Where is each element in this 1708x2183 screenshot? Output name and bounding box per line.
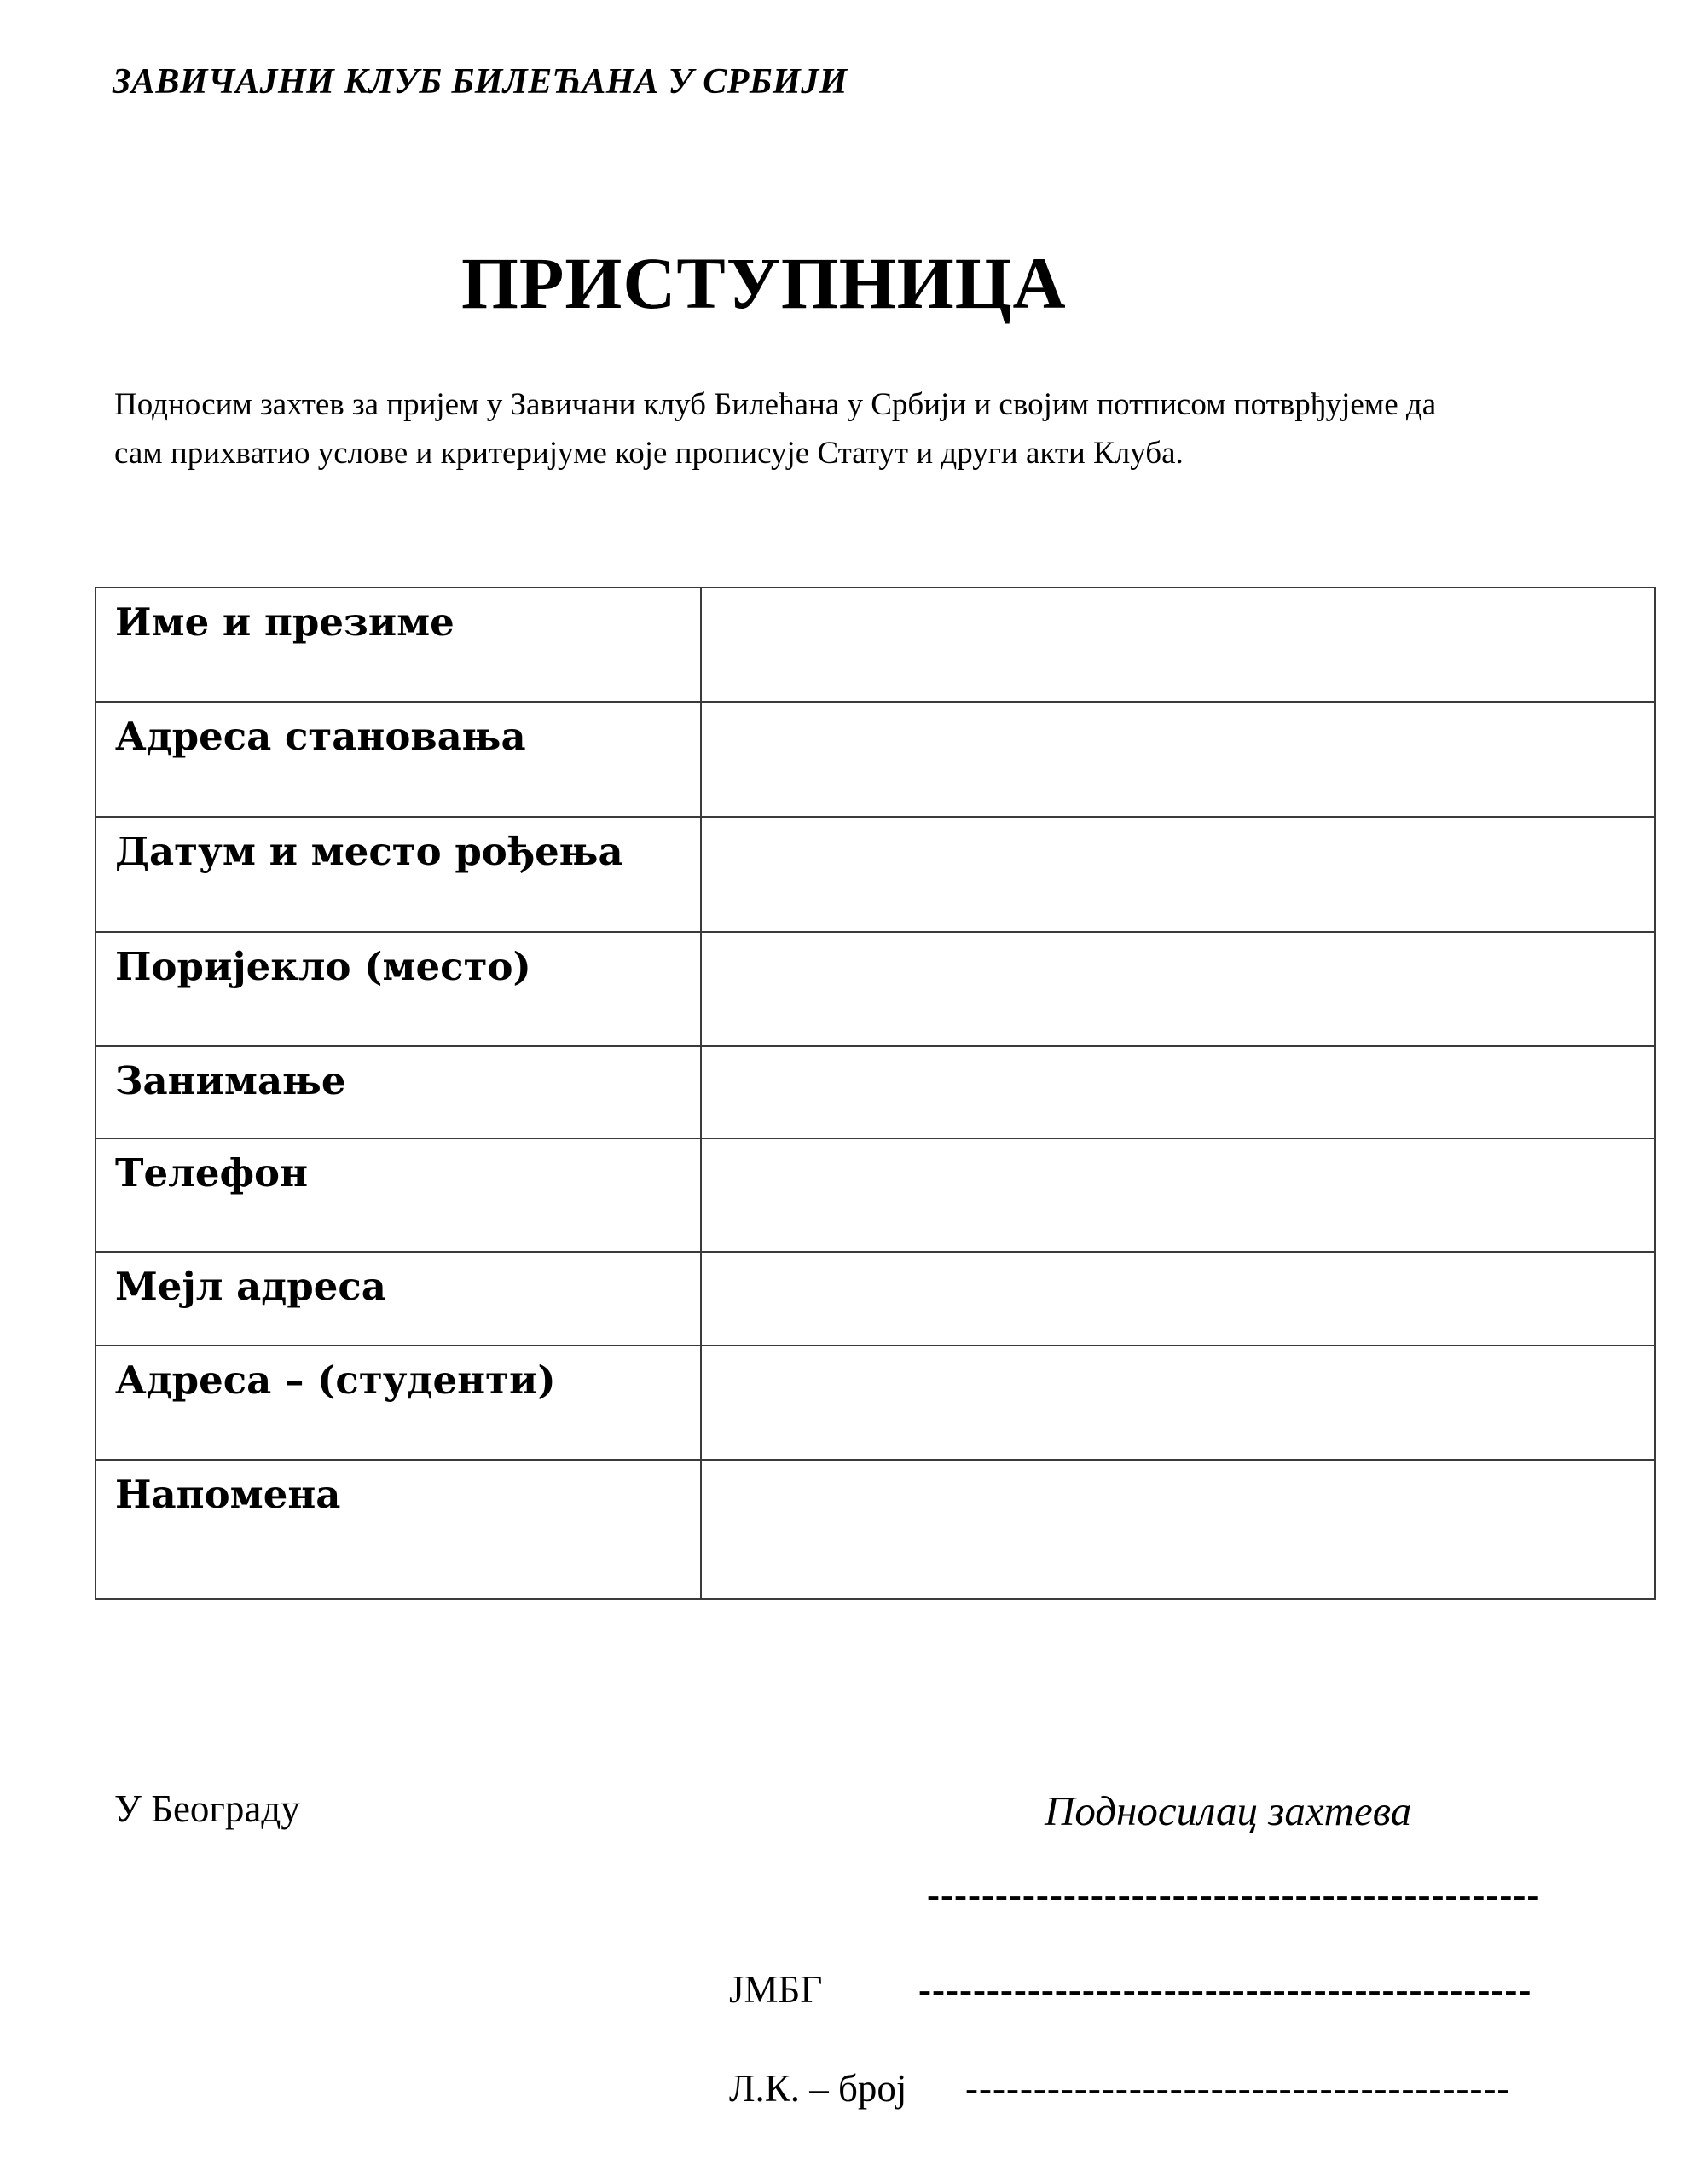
id-card-row (729, 2066, 1511, 2111)
label-note: Напомена (96, 1460, 701, 1599)
label-birth-date-place: Датум и место рођења (96, 817, 701, 932)
signature-line[interactable]: --------------------------------------------- (927, 1873, 1541, 1916)
jmbg-row (729, 1967, 1532, 2012)
intro-paragraph (114, 380, 1632, 478)
label-origin: Поријекло (место) (96, 932, 701, 1046)
field-email[interactable] (701, 1252, 1655, 1346)
document-title: ПРИСТУПНИЦА (461, 242, 1067, 324)
field-student-address[interactable] (701, 1346, 1655, 1460)
applicant-label: Подносилац захтева (1045, 1787, 1412, 1834)
id-card-line[interactable]: ---------------------------------------- (965, 2067, 1511, 2110)
field-address[interactable] (701, 702, 1655, 817)
form-row-email (96, 1252, 1655, 1346)
label-occupation: Занимање (96, 1046, 701, 1138)
form-row-origin (96, 932, 1655, 1046)
field-origin[interactable] (701, 932, 1655, 1046)
place-text: У Београду (114, 1787, 300, 1830)
form-row-occupation (96, 1046, 1655, 1138)
jmbg-label: ЈМБГ (729, 1968, 823, 2011)
organization-name: ЗАВИЧАЈНИ КЛУБ БИЛЕЋАНА У СРБИЈИ (113, 62, 848, 101)
field-phone[interactable] (701, 1138, 1655, 1252)
intro-line: Подносим захтев за пријем у Завичани клуб Билећана у Србији и својим потписом потврђујеме да (114, 387, 1437, 422)
field-occupation[interactable] (701, 1046, 1655, 1138)
label-address: Адреса становања (96, 702, 701, 817)
jmbg-line[interactable]: --------------------------------------------- (918, 1968, 1532, 2011)
field-full-name[interactable] (701, 588, 1655, 702)
id-card-label: Л.К. – број (729, 2067, 907, 2110)
form-row-full-name (96, 588, 1655, 702)
form-row-birth (96, 817, 1655, 932)
intro-line: сам прихватио услове и критеријуме које прописује Статут и други акти Клуба. (114, 436, 1184, 471)
label-email: Мејл адреса (96, 1252, 701, 1346)
form-row-student-address (96, 1346, 1655, 1460)
label-full-name: Име и презиме (96, 588, 701, 702)
label-student-address: Адреса – (студенти) (96, 1346, 701, 1460)
label-phone: Телефон (96, 1138, 701, 1252)
application-form-table (95, 587, 1656, 1600)
form-row-phone (96, 1138, 1655, 1252)
field-note[interactable] (701, 1460, 1655, 1599)
form-row-address (96, 702, 1655, 817)
form-row-note (96, 1460, 1655, 1599)
field-birth-date-place[interactable] (701, 817, 1655, 932)
